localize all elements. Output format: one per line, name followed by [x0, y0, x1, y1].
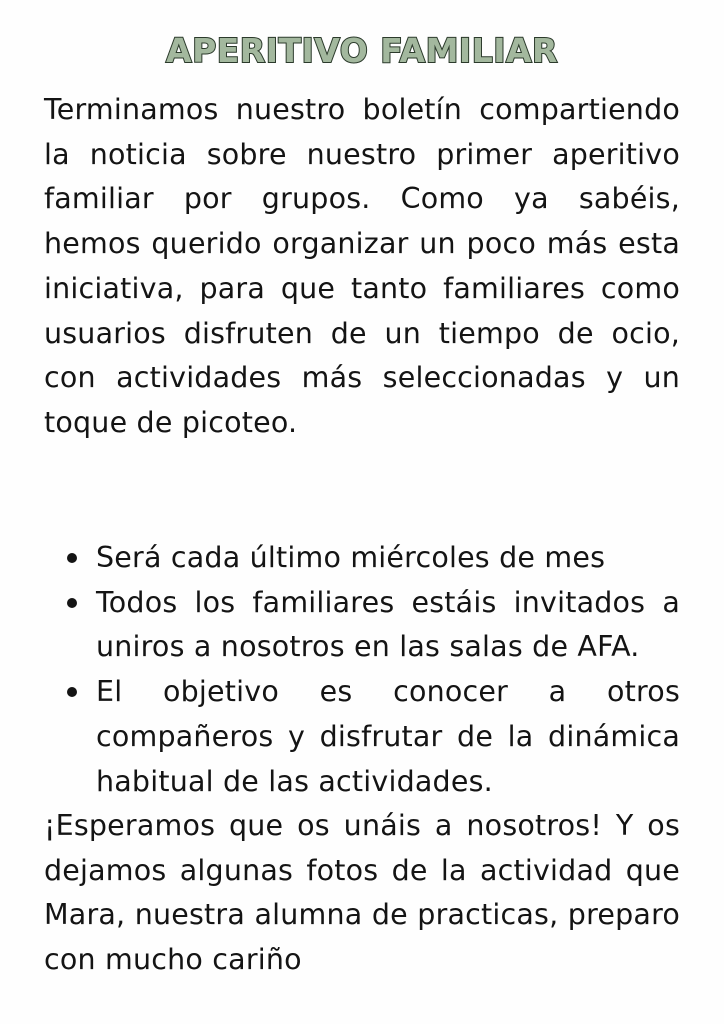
list-item-text: El objetivo es conocer a otros compañeros y disfrutar de la dinámica habitual de las actividades.	[96, 675, 680, 798]
list-item-text: Será cada último miércoles de mes	[96, 541, 606, 574]
bullet-icon	[67, 553, 77, 563]
list-item	[44, 670, 680, 804]
list-item-text: Todos los familiares estáis invitados a uniros a nosotros en las salas de AFA.	[96, 585, 680, 664]
list-item	[44, 581, 680, 670]
bullet-icon	[67, 687, 77, 697]
bullet-list	[44, 536, 680, 804]
bullet-icon	[67, 598, 77, 608]
intro-paragraph: Terminamos nuestro boletín compartiendo la noticia sobre nuestro primer aperitivo familiar por grupos. Como ya sabéis, hemos querido organizar un poco más esta iniciativa, para que tanto familiares como usuarios disfruten de un tiempo de ocio, con actividades más seleccionadas y un toque de picoteo.	[44, 93, 680, 439]
closing-paragraph: ¡Esperamos que os unáis a nosotros! Y os dejamos algunas fotos de la actividad que Mara, nuestra alumna de practicas, preparo con mucho cariño	[44, 809, 680, 977]
page-title: APERITIVO FAMILIAR	[166, 31, 558, 70]
list-item	[44, 536, 680, 581]
